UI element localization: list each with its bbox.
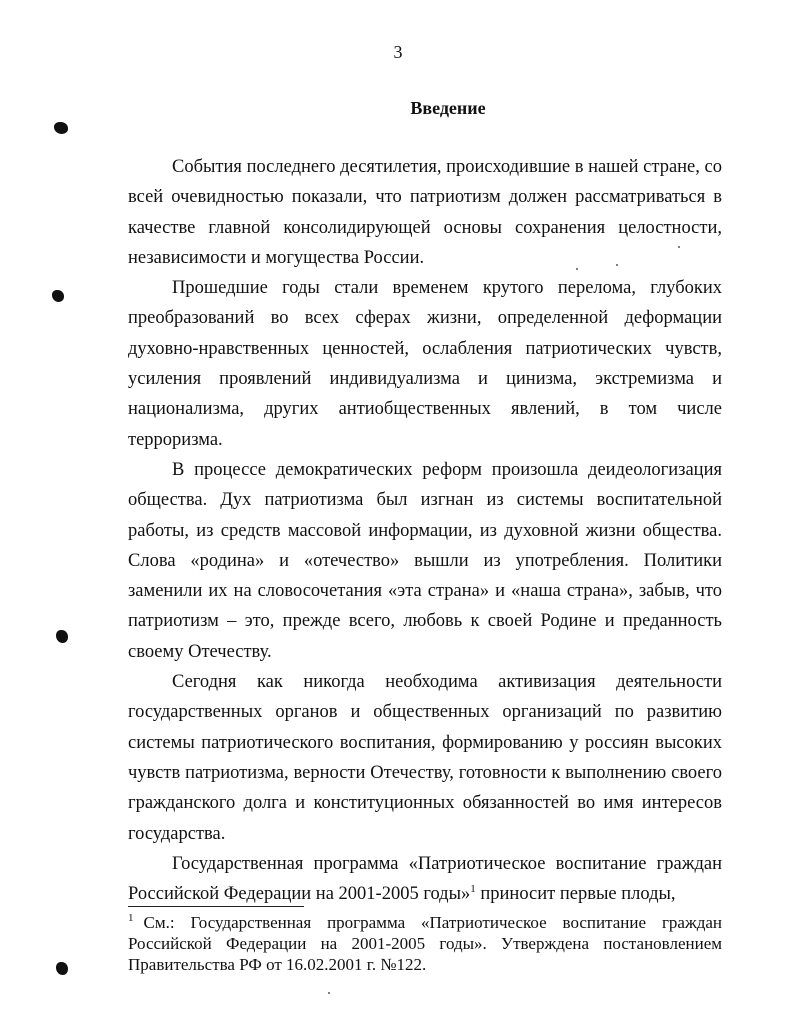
page-number: 3 [393, 42, 403, 62]
punch-hole-mark [54, 122, 68, 134]
footnote-marker: 1 [128, 912, 134, 925]
footnote-text: См.: Государственная программа «Патриотическое воспитание граждан Российской Федерации на 2001-2005 годы». Утверждена постановлением Правительства РФ от 16.02.2001 г. №122. [128, 913, 722, 974]
scan-speck [678, 246, 680, 248]
punch-hole-mark [52, 290, 64, 302]
paragraph-5-continuation: приносит первые плоды, [475, 884, 676, 905]
scan-speck [616, 264, 618, 266]
paragraph-2: Прошедшие годы стали временем крутого перелома, глубоких преобразований во всех сферах жизни, определенной деформации духовно-нравственных ценностей, ослабления патриотических чувств, усиления проявлений индивидуализма и цинизма, экстремизма и национализма, других антиобщественных явлений, в том числе терроризма. [128, 278, 722, 450]
paragraph-5-text: Государственная программа «Патриотическое воспитание граждан Российской Федерации на 2001-2005 годы» [128, 853, 722, 905]
scan-speck [328, 992, 330, 994]
paragraph-5 [128, 849, 722, 910]
punch-hole-mark [56, 630, 68, 643]
punch-hole-mark [56, 962, 68, 975]
footnote-separator [128, 906, 304, 907]
footnote [128, 912, 722, 975]
paragraph-1: События последнего десятилетия, происходившие в нашей стране, со всей очевидностью показали, что патриотизм должен рассматриваться в качестве главной консолидирующей основы сохранения целостности, независимости и могущества России. [128, 157, 722, 268]
paragraph-3: В процессе демократических реформ произошла деидеологизация общества. Дух патриотизма был изгнан из системы воспитательной работы, из средств массовой информации, из духовной жизни общества. Слова «родина» и «отечество» вышли из употребления. Политики заменили их на словосочетания «эта страна» и «наша страна», забыв, что патриотизм – это, прежде всего, любовь к своей Родине и преданность своему Отечеству. [128, 459, 722, 662]
body-text [128, 152, 722, 909]
paragraph-4: Сегодня как никогда необходима активизация деятельности государственных органов и общественных организаций по развитию системы патриотического воспитания, формированию у россиян высоких чувств патриотизма, верности Отечеству, готовности к выполнению своего гражданского долга и конституционных обязанностей во имя интересов государства. [128, 672, 722, 844]
footnote-reference[interactable]: 1 [470, 882, 476, 895]
page-title: Введение [410, 98, 486, 118]
scan-speck [576, 268, 578, 270]
